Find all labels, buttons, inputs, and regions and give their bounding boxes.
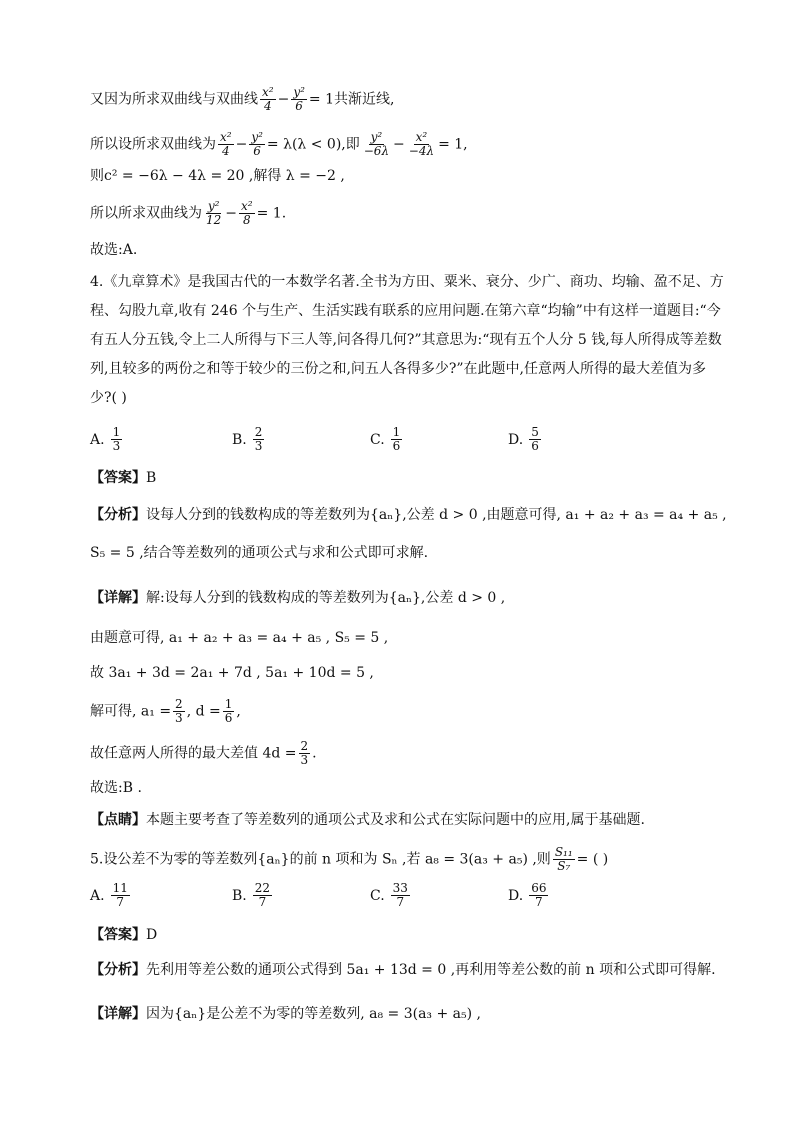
text: 共渐近线, bbox=[334, 91, 395, 108]
answer-value: B bbox=[146, 470, 157, 486]
answer-tag: 【答案】 bbox=[90, 470, 146, 486]
fraction: $\frac{\text{y²}}{-6\lambda}$ bbox=[363, 130, 390, 158]
q4-detail-2: 由题意可得, a₁ + a₂ + a₃ = a₄ + a₅ , S₅ = 5 , bbox=[90, 630, 389, 646]
q5-option-c[interactable]: C. $\frac{33}{7}$ bbox=[370, 881, 408, 909]
q5-detail: 【详解】因为{aₙ}是公差不为零的等差数列, a₈ = 3(a₃ + a₅) , bbox=[90, 1006, 481, 1022]
text: ,即 bbox=[341, 136, 360, 153]
operator: − bbox=[235, 136, 248, 153]
detail-tag: 【详解】 bbox=[90, 590, 146, 606]
operator: − bbox=[393, 136, 405, 153]
fraction: $\frac{\text{S₁₁}}{\text{S₇}}$ bbox=[554, 845, 573, 873]
fraction: $\frac{\text{x²}}{-4\lambda}$ bbox=[408, 130, 435, 158]
fraction: $\frac{\text{x²}}{4}$ bbox=[262, 85, 274, 113]
answer-tag: 【答案】 bbox=[90, 927, 146, 943]
fraction: $\frac{2}{3}$ bbox=[175, 697, 183, 725]
q4-detail-5: 故任意两人所得的最大差值 4d = $\frac{2}{3}$ . bbox=[90, 739, 317, 767]
q4-option-b[interactable]: B. $\frac{2}{3}$ bbox=[232, 425, 263, 453]
q5-option-b[interactable]: B. $\frac{22}{7}$ bbox=[232, 881, 271, 909]
q4-comment: 【点睛】本题主要考查了等差数列的通项公式及求和公式在实际问题中的应用,属于基础题. bbox=[90, 812, 645, 828]
q4-answer bbox=[90, 468, 734, 488]
q4-detail-4: 解可得, a₁ = $\frac{2}{3}$ , d = $\frac{1}{6}$ , bbox=[90, 697, 241, 725]
fraction: $\frac{\text{y²}}{12}$ bbox=[206, 199, 222, 227]
analysis-tag: 【分析】 bbox=[90, 962, 146, 978]
q4-option-c[interactable]: C. $\frac{1}{6}$ bbox=[370, 425, 401, 453]
equation-rhs: = 1 bbox=[308, 91, 334, 108]
fraction: $\frac{\text{x²}}{8}$ bbox=[241, 199, 253, 227]
fraction: $\frac{2}{3}$ bbox=[300, 739, 309, 767]
answer-value: D bbox=[146, 927, 158, 943]
q5-option-d[interactable]: D. $\frac{66}{7}$ bbox=[508, 881, 547, 909]
q4-detail-3: 故 3a₁ + 3d = 2a₁ + 7d , 5a₁ + 10d = 5 , bbox=[90, 665, 374, 681]
q4-analysis-1: 【分析】设每人分到的钱数构成的等差数列为{aₙ},公差 d > 0 ,由题意可得, a₁ + a₂ + a₃ = a₄ + a₅ , bbox=[90, 507, 727, 523]
q4-detail-1: 【详解】解:设每人分到的钱数构成的等差数列为{aₙ},公差 d > 0 , bbox=[90, 590, 506, 606]
text: , bbox=[463, 136, 468, 153]
q5-analysis: 【分析】先利用等差公数的通项公式得到 5a₁ + 13d = 0 ,再利用等差公数的前 n 项和公式即可得解. bbox=[90, 962, 716, 978]
text: 所以所求双曲线为 bbox=[90, 205, 202, 222]
detail-tag: 【详解】 bbox=[90, 1006, 146, 1022]
analysis-tag: 【分析】 bbox=[90, 507, 146, 523]
q4-option-a[interactable]: A. $\frac{1}{3}$ bbox=[90, 425, 121, 453]
q5-answer bbox=[90, 925, 734, 945]
equation-rhs: = 1 bbox=[438, 136, 464, 153]
solution-line-2 bbox=[90, 131, 734, 158]
fraction: $\frac{\text{y²}}{6}$ bbox=[293, 85, 305, 113]
solution-line-1 bbox=[90, 86, 734, 113]
q4-choose: 故选:B . bbox=[90, 780, 142, 796]
q4-analysis-2: S₅ = 5 ,结合等差数列的通项公式与求和公式即可求解. bbox=[90, 545, 429, 561]
comment-tag: 【点睛】 bbox=[90, 812, 146, 828]
fraction: $\frac{\text{y²}}{6}$ bbox=[251, 130, 263, 158]
text: 所以设所求双曲线为 bbox=[90, 136, 216, 153]
fraction: $\frac{1}{6}$ bbox=[224, 697, 233, 725]
q5-option-a[interactable]: A. $\frac{11}{7}$ bbox=[90, 881, 128, 909]
text: 又因为所求双曲线与双曲线 bbox=[90, 91, 258, 108]
q4-option-d[interactable]: D. $\frac{5}{6}$ bbox=[508, 425, 539, 453]
operator: − bbox=[225, 205, 238, 222]
solution-choice: 故选:A. bbox=[90, 242, 138, 258]
question-5-text: 5.设公差不为零的等差数列{aₙ}的前 n 项和为 Sₙ ,若 a₈ = 3(a₃ + a₅) ,则 $\frac{\text{S₁₁}}{\text{S₇}}$ = ( ) bbox=[90, 845, 609, 873]
equation-rhs: = λ(λ < 0) bbox=[266, 136, 342, 153]
equation-rhs: = 1 bbox=[256, 205, 282, 222]
solution-line-4: 所以所求双曲线为 $\frac{\text{y²}}{12}$ − $\frac{\text{x²}}{8}$ = 1. bbox=[90, 199, 287, 227]
solution-line-3: 则c² = −6λ − 4λ = 20 ,解得 λ = −2 , bbox=[90, 168, 345, 184]
operator: − bbox=[277, 91, 290, 108]
fraction: $\frac{\text{x²}}{4}$ bbox=[220, 130, 232, 158]
question-4-text: 4.《九章算术》是我国古代的一本数学名著.全书为方田、粟米、衰分、少广、商功、均输、盈不足、方程、勾股九章,收有 246 个与生产、生活实践有联系的应用问题.在第六章“均输”中有这样一道题目:“今有五人分五钱,令上二人所得与下三人等,问各得几何?”其意思为:“现有五个人分 5 钱,每人所得成等差数列,且较多的两份之和等于较少的三份之和,问五人各得多少?”在此题中,任意两人所得的最大差值为多少?( ) bbox=[90, 274, 724, 406]
